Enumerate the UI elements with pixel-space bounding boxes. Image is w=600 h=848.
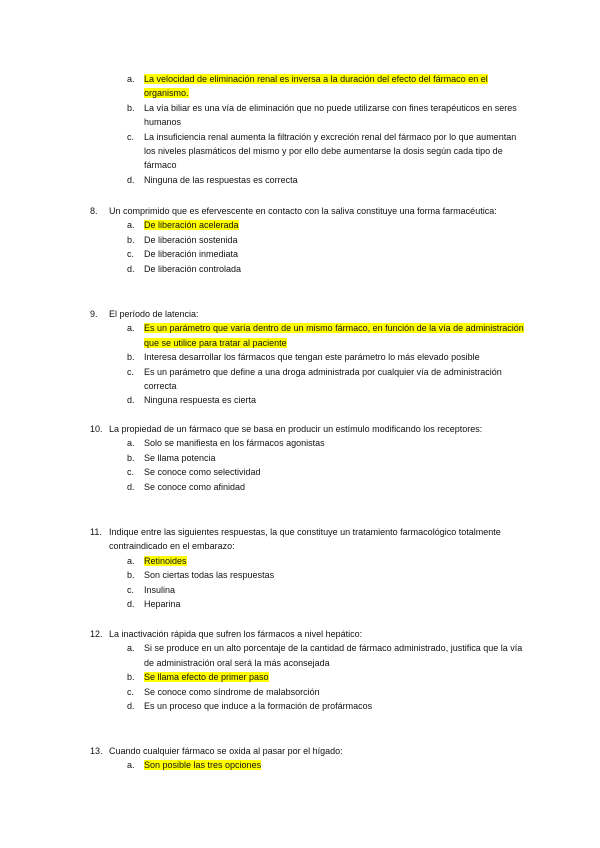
option-text: Son ciertas todas las respuestas bbox=[144, 570, 275, 581]
option-text: Son posible las tres opciones bbox=[144, 760, 262, 771]
question-9 bbox=[90, 307, 530, 408]
option-d: d. Se conoce como afinidad bbox=[90, 480, 530, 494]
option-text: Ninguna respuesta es cierta bbox=[144, 395, 257, 406]
option-text: Se conoce como síndrome de malabsorción bbox=[144, 686, 320, 697]
question-options bbox=[90, 321, 530, 407]
option-d: d. Heparina bbox=[90, 597, 530, 611]
option-c: c. De liberación inmediata bbox=[90, 247, 530, 261]
option-text: Es un parámetro que varía dentro de un mismo fármaco, en función de la vía de administración que se utilice para tratar al paciente bbox=[144, 323, 524, 348]
option-text: De liberación sostenida bbox=[144, 234, 238, 245]
option-text: De liberación controlada bbox=[144, 263, 242, 274]
option-d: d. Ninguna respuesta es cierta bbox=[90, 393, 530, 407]
option-a: a. Es un parámetro que varía dentro de un mismo fármaco, en función de la vía de administración que se utilice para tratar al paciente bbox=[127, 323, 524, 348]
option-a: a. Solo se manifiesta en los fármacos agonistas bbox=[90, 436, 530, 450]
option-b: b. De liberación sostenida bbox=[90, 233, 530, 247]
option-text: Si se produce en un alto porcentaje de la cantidad de fármaco administrado, justifica que la vía de administración oral será la más aconsejada bbox=[144, 643, 523, 668]
option-c: c. Insulina bbox=[90, 583, 530, 597]
option-b: b. Son ciertas todas las respuestas bbox=[90, 568, 530, 582]
question-options bbox=[90, 554, 530, 612]
question-text: Cuando cualquier fármaco se oxida al pasar por el hígado: bbox=[109, 746, 343, 756]
question-12 bbox=[90, 627, 530, 713]
question-options bbox=[90, 641, 530, 713]
option-a: a. Son posible las tres opciones bbox=[127, 760, 262, 771]
question-7-continued bbox=[90, 72, 530, 187]
option-text: La velocidad de eliminación renal es inversa a la duración del efecto del fármaco en el organismo. bbox=[144, 74, 488, 99]
option-text: La vía biliar es una vía de eliminación que no puede utilizarse con fines terapéuticos en seres humanos bbox=[144, 102, 517, 128]
question-text: La inactivación rápida que sufren los fármacos a nivel hepático: bbox=[109, 629, 363, 639]
option-text: Es un parámetro que define a una droga administrada por cualquier vía de administración correcta bbox=[144, 366, 502, 392]
option-text: Interesa desarrollar los fármacos que tengan este parámetro lo más elevado posible bbox=[144, 352, 480, 363]
option-text: Se llama potencia bbox=[144, 452, 216, 463]
option-d: d. De liberación controlada bbox=[90, 262, 530, 276]
option-text: Se conoce como selectividad bbox=[144, 467, 261, 478]
option-text: Heparina bbox=[144, 599, 181, 610]
question-13 bbox=[90, 744, 530, 773]
option-b: b. Se llama efecto de primer paso bbox=[127, 672, 269, 683]
question-text: Un comprimido que es efervescente en contacto con la saliva constituye una forma farmacéutica: bbox=[109, 206, 497, 216]
option-text: Ninguna de las respuestas es correcta bbox=[144, 174, 298, 185]
question-text: Indique entre las siguientes respuestas, la que constituye un tratamiento farmacológico totalmente contraindicado en el embarazo: bbox=[109, 527, 501, 552]
question-10 bbox=[90, 422, 530, 494]
question-text: La propiedad de un fármaco que se basa en producir un estímulo modificando los receptores: bbox=[109, 424, 483, 434]
option-text: Se llama efecto de primer paso bbox=[144, 672, 269, 683]
question-options bbox=[90, 758, 530, 772]
option-c: c. Es un parámetro que define a una droga administrada por cualquier vía de administración correcta bbox=[90, 365, 530, 394]
option-text: La insuficiencia renal aumenta la filtración y excreción renal del fármaco por lo que aumentan los niveles plasmáticos del mismo y por ello debe aumentarse la dosis según cada tipo de fármaco bbox=[144, 131, 517, 171]
option-text: Se conoce como afinidad bbox=[144, 481, 246, 492]
option-a: a. Retinoides bbox=[127, 555, 187, 566]
option-text: De liberación inmediata bbox=[144, 249, 239, 260]
question-options bbox=[90, 436, 530, 494]
option-a: a. De liberación acelerada bbox=[127, 220, 239, 231]
option-text: De liberación acelerada bbox=[144, 220, 239, 231]
option-c: c. Se conoce como síndrome de malabsorción bbox=[90, 685, 530, 699]
option-b: b. La vía biliar es una vía de eliminación que no puede utilizarse con fines terapéuticos en seres humanos bbox=[90, 101, 530, 130]
question-11 bbox=[90, 525, 530, 611]
option-text: Es un proceso que induce a la formación de profármacos bbox=[144, 701, 373, 712]
option-b: b. Interesa desarrollar los fármacos que tengan este parámetro lo más elevado posible bbox=[90, 350, 530, 364]
option-d: d. Ninguna de las respuestas es correcta bbox=[90, 173, 530, 187]
question-number: 8. bbox=[90, 206, 98, 216]
question-options bbox=[90, 72, 530, 187]
question-number: 10. bbox=[90, 424, 103, 434]
option-d: d. Es un proceso que induce a la formación de profármacos bbox=[90, 699, 530, 713]
option-a: a. Si se produce en un alto porcentaje de la cantidad de fármaco administrado, justifica que la vía de administración oral será la más aconsejada bbox=[90, 641, 530, 670]
question-options bbox=[90, 218, 530, 276]
option-text: Retinoides bbox=[144, 555, 187, 566]
question-number: 9. bbox=[90, 309, 98, 319]
option-b: b. Se llama potencia bbox=[90, 451, 530, 465]
question-text: El período de latencia: bbox=[109, 309, 199, 319]
option-a: a. La velocidad de eliminación renal es inversa a la duración del efecto del fármaco en el organismo. bbox=[127, 74, 488, 99]
question-8 bbox=[90, 204, 530, 276]
question-number: 12. bbox=[90, 629, 103, 639]
option-c: c. Se conoce como selectividad bbox=[90, 465, 530, 479]
option-text: Insulina bbox=[144, 584, 176, 595]
question-number: 11. bbox=[90, 527, 102, 537]
option-text: Solo se manifiesta en los fármacos agonistas bbox=[144, 438, 325, 449]
question-number: 13. bbox=[90, 746, 103, 756]
option-c: c. La insuficiencia renal aumenta la filtración y excreción renal del fármaco por lo que aumentan los niveles plasmáticos del mismo y por ello debe aumentarse la dosis según cada tipo de fármaco bbox=[90, 130, 530, 173]
